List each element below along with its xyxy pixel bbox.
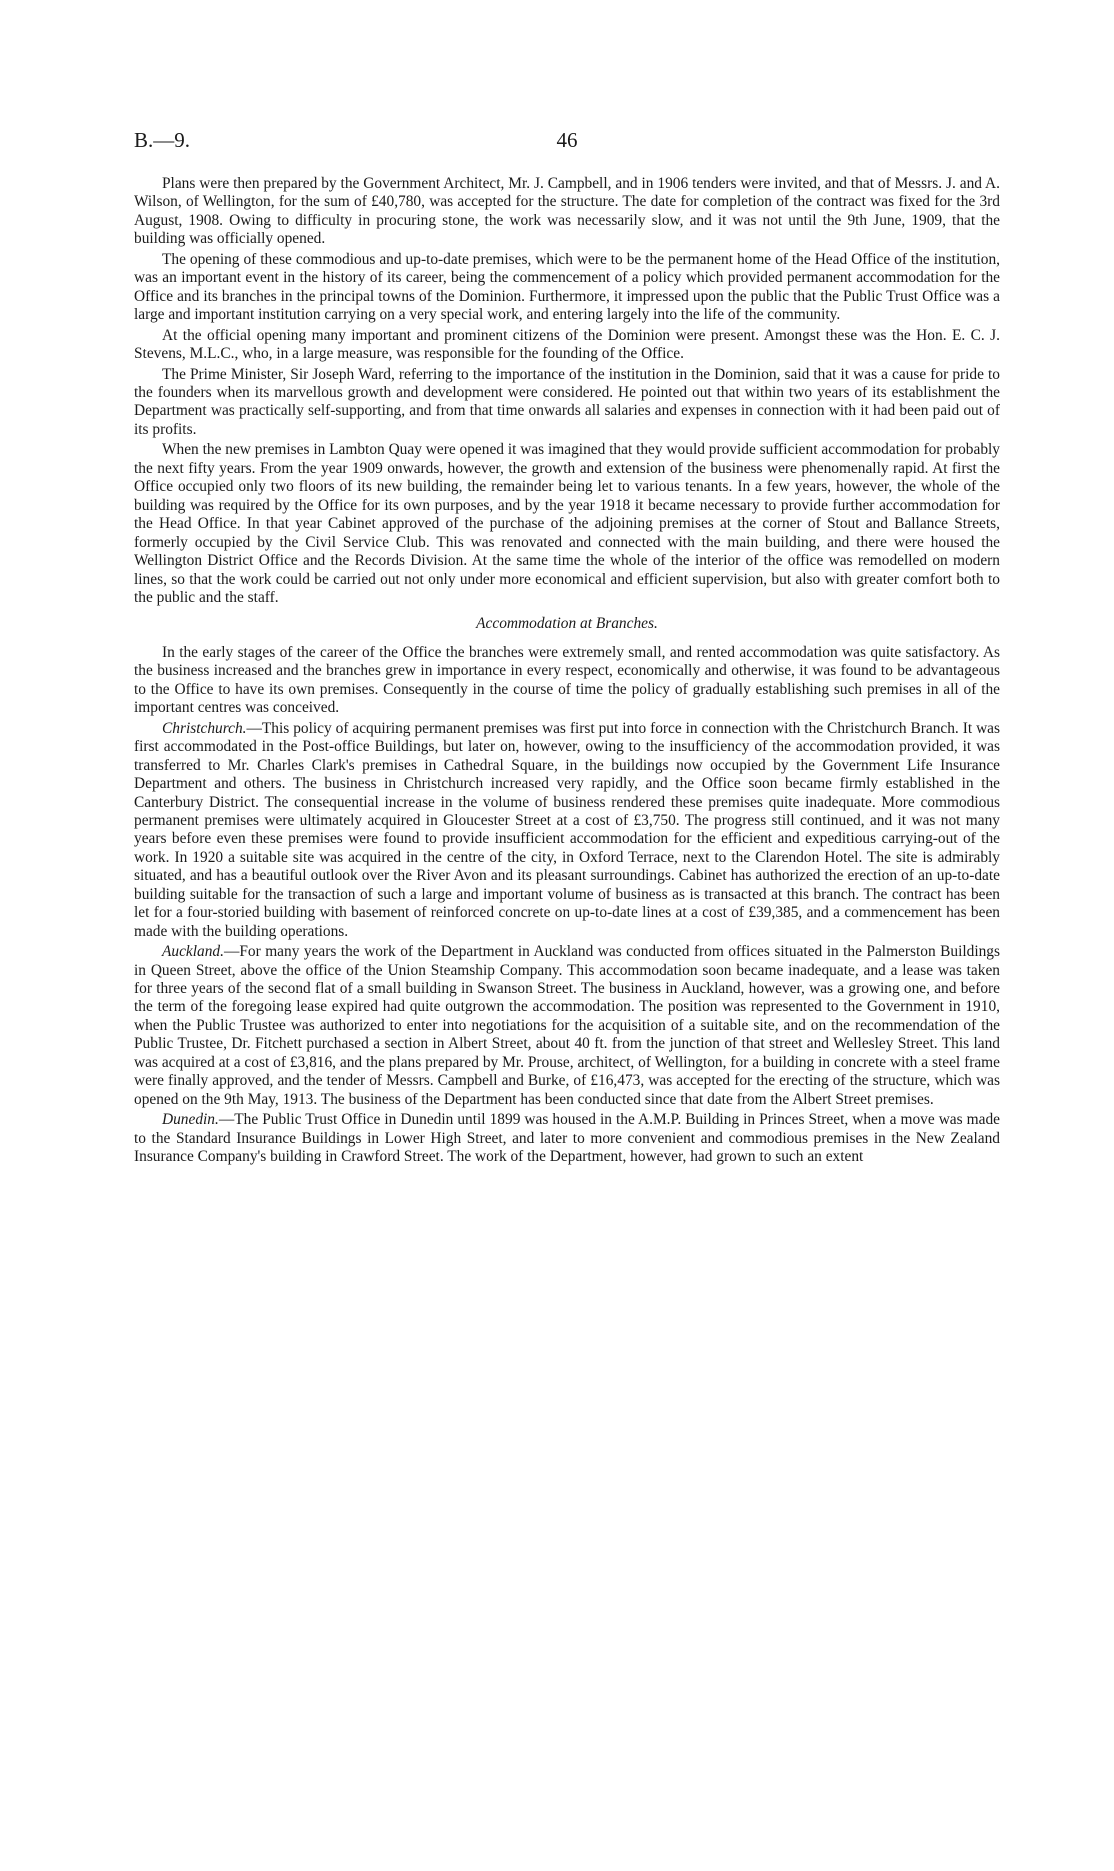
paragraph-christchurch	[134, 720, 1000, 941]
paragraph-plans: Plans were then prepared by the Government Architect, Mr. J. Campbell, and in 1906 tenders were invited, and that of Messrs. J. and A. Wilson, of Wellington, for the sum of £40,780, was accepted for the structure. The date for completion of the contract was fixed for the 3rd August, 1908. Owing to difficulty in procuring stone, the work was necessarily slow, and it was not until the 9th June, 1909, that the building was officially opened.	[134, 175, 1000, 248]
paragraph-auckland	[134, 943, 1000, 1109]
report-reference: B.—9.	[134, 128, 191, 152]
paragraph-prime-minister: The Prime Minister, Sir Joseph Ward, referring to the importance of the institution in the Dominion, said that it was a cause for pride to the founders when its marvellous growth and development were considered. He pointed out that within two years of its establishment the Department was practically self-supporting, and from that time onwards all salaries and expenses in connection with it had been paid out of its profits.	[134, 365, 1000, 438]
paragraph-opening: The opening of these commodious and up-to-date premises, which were to be the permanent home of the Head Office of the institution, was an important event in the history of its career, being the commencement of a policy which provided permanent accommodation for the Office and its branches in the principal towns of the Dominion. Furthermore, it impressed upon the public that the Public Trust Office was a large and important institution carrying on a very special work, and entering largely into the life of the community.	[134, 250, 1000, 324]
page-header	[134, 128, 1000, 158]
page-number: 46	[556, 128, 578, 152]
paragraph-lead: Christchurch.	[162, 719, 247, 737]
paragraph-lambton-quay: When the new premises in Lambton Quay were opened it was imagined that they would provide sufficient accommodation for probably the next fifty years. From the year 1909 onwards, however, the growth and extension of the business were phenomenally rapid. At first the Office occupied only two floors of its new building, the remainder being let to various tenants. In a few years, however, the whole of the building was required by the Office for its own purposes, and by the year 1918 it became necessary to provide further accommodation for the Head Office. In that year Cabinet approved of the purchase of the adjoining premises at the corner of Stout and Ballance Streets, formerly occupied by the Civil Service Club. This was renovated and connected with the main building, and there were housed the Wellington District Office and the Records Division. At the same time the whole of the interior of the office was remodelled on modern lines, so that the work could be carried out not only under more economical and efficient supervision, but also with greater comfort both to the public and the staff.	[134, 441, 1000, 606]
paragraph-text: —This policy of acquiring permanent premises was first put into force in connection with the Christchurch Branch. It was first accommodated in the Post-office Buildings, but later on, however, owing to the insufficiency of the accommodation provided, it was transferred to Mr. Charles Clark's premises in Cathedral Square, in the buildings now occupied by the Government Life Insurance Department and others. The business in Christchurch increased very rapidly, and the Office soon became firmly established in the Canterbury District. The consequential increase in the volume of business rendered these premises quite inadequate. More commodious permanent premises were ultimately acquired in Gloucester Street at a cost of £3,750. The progress still continued, and it was not many years before even these premises were found to provide insufficient accommodation for the efficient and expeditious carrying-out of the work. In 1920 a suitable site was acquired in the centre of the city, in Oxford Terrace, next to the Clarendon Hotel. The site is admirably situated, and has a beautiful outlook over the River Avon and its pleasant surroundings. Cabinet has authorized the erection of an up-to-date building suitable for the transaction of such a large and important volume of business as is transacted at this branch. The contract has been let for a four-storied building with basement of reinforced concrete on up-to-date lines at a cost of £39,385, and a commencement has been made with the building operations.	[134, 719, 1000, 940]
paragraph-lead: Dunedin.	[162, 1111, 219, 1129]
paragraph-branches-intro: In the early stages of the career of the Office the branches were extremely small, and rented accommodation was quite satisfactory. As the business increased and the branches grew in importance in every respect, economically and otherwise, it was found to be advantageous to the Office to have its own premises. Consequently in the course of time the policy of gradually establishing such premises in all of the important centres was conceived.	[134, 643, 1000, 717]
paragraph-dunedin	[134, 1111, 1000, 1166]
section-heading: Accommodation at Branches.	[476, 615, 658, 633]
body-text	[134, 175, 1000, 1169]
paragraph-official-opening: At the official opening many important and prominent citizens of the Dominion were present. Amongst these was the Hon. E. C. J. Stevens, M.L.C., who, in a large measure, was responsible for the founding of the Office.	[134, 326, 1000, 363]
paragraph-text: —The Public Trust Office in Dunedin until 1899 was housed in the A.M.P. Building in Princes Street, when a move was made to the Standard Insurance Buildings in Lower High Street, and later to more convenient and commodious premises in the New Zealand Insurance Company's building in Crawford Street. The work of the Department, however, had grown to such an extent	[134, 1111, 1000, 1166]
paragraph-lead: Auckland.	[162, 943, 224, 961]
paragraph-text: —For many years the work of the Department in Auckland was conducted from offices situated in the Palmerston Buildings in Queen Street, above the office of the Union Steamship Company. This accommodation soon became inadequate, and a lease was taken for three years of the second flat of a small building in Swanson Street. The business in Auckland, however, was a growing one, and before the term of the foregoing lease expired had quite outgrown the accommodation. The position was represented to the Government in 1910, when the Public Trustee was authorized to enter into negotiations for the acquisition of a suitable site, and on the recommendation of the Public Trustee, Dr. Fitchett purchased a section in Albert Street, about 40 ft. from the junction of that street and Wellesley Street. This land was acquired at a cost of £3,816, and the plans prepared by Mr. Prouse, architect, of Wellington, for a building in concrete with a steel frame were finally approved, and the tender of Messrs. Campbell and Burke, of £16,473, was accepted for the erecting of the structure, which was opened on the 9th May, 1913. The business of the Department has been conducted since that date from the Albert Street premises.	[134, 943, 1000, 1108]
